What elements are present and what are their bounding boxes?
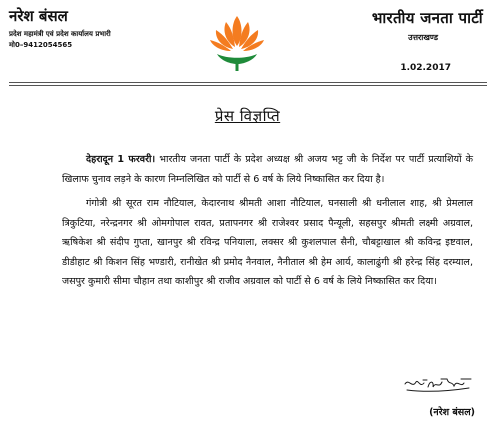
paragraph-intro [62, 150, 473, 189]
header-divider-secondary [9, 85, 487, 86]
press-release-title: प्रेस विज्ञप्ति [214, 107, 281, 125]
state-name: उत्तराखण्ड [408, 33, 438, 42]
header-divider [9, 82, 487, 83]
party-name: भारतीय जनता पार्टी [371, 9, 483, 27]
letterhead-right [372, 8, 483, 44]
sender-name: नरेश बंसल [9, 7, 68, 25]
sender-mobile: मो0–9412054565 [9, 41, 73, 49]
dateline: देहरादून 1 फरवरी। [86, 154, 156, 165]
signer-name: (नरेश बंसल) [429, 407, 475, 418]
lotus-icon [209, 14, 265, 72]
release-body [62, 150, 473, 296]
handwritten-signature [403, 375, 473, 395]
intro-text: भारतीय जनता पार्टी के प्रदेश अध्यक्ष श्री अजय भट्ट जी के निर्देश पर पार्टी प्रत्याशियों के खिलाफ चुनाव लड़ने के कारण निम्नलिखित को पार्टी से 6 वर्ष के लिये निष्कासित कर दिया है। [62, 154, 474, 185]
paragraph-expelled-list: गंगोत्री श्री सूरत राम नौटियाल, केदारनाथ श्रीमती आशा नौटियाल, घनसाली श्री धनीलाल शाह, श्री प्रेमलाल त्रिकुटिया, नरेन्द्रनगर श्री ओमगोपाल रावत, प्रतापनगर श्री राजेश्वर प्रसाद पैन्यूली, सहसपुर श्रीमती लक्ष्मी अग्रवाल, ऋषिकेश श्री संदीप गुप्ता, खानपुर श्री रविन्द्र पनियाला, लक्सर श्री कुशलपाल सैनी, चौबट्टाखाल श्री कविन्द्र इष्टवाल, डीडीहाट श्री किशन सिंह भण्डारी, रानीखेत श्री प्रमोद नैनवाल, नैनीताल श्री हेम आर्य, कालाढुंगी श्री हरेन्द्र सिंह दरम्याल, जसपुर कुमारी सीमा चौहान तथा काशीपुर श्री राजीव अग्रवाल को पार्टी से 6 वर्ष के लिये निष्कासित कर दिया। [62, 198, 473, 287]
press-release-title-wrap [0, 106, 495, 126]
letter-date: 1.02.2017 [400, 63, 451, 73]
sender-role: प्रदेश महामंत्री एवं प्रदेश कार्यालय प्रभारी [9, 30, 111, 38]
letterhead-left [9, 6, 209, 51]
